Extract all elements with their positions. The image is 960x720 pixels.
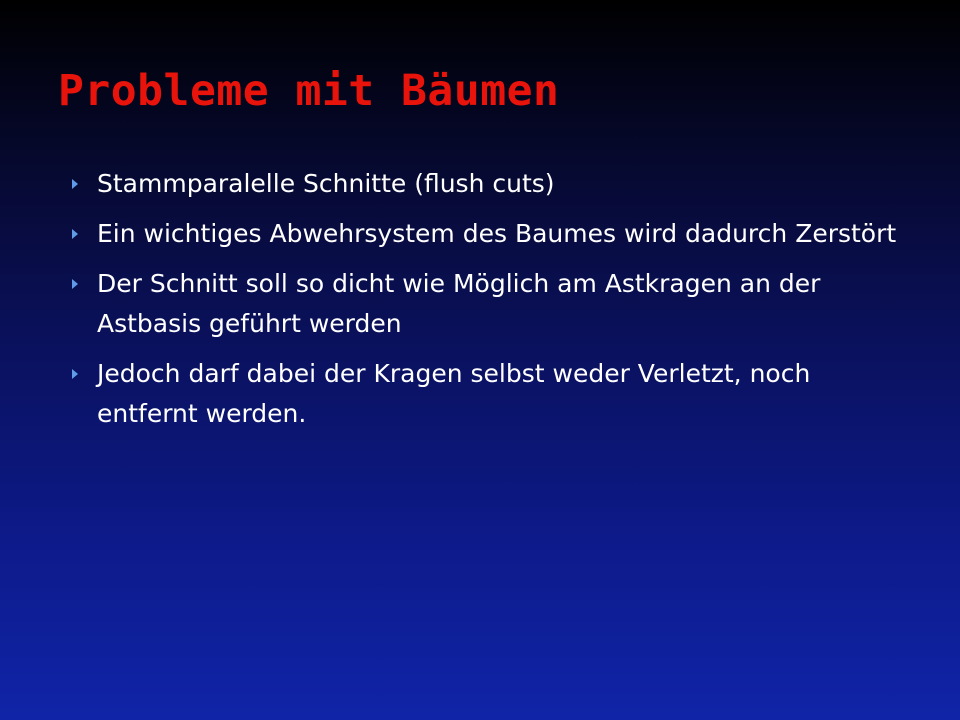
bullet-text: Ein wichtiges Abwehrsystem des Baumes wird dadurch Zerstört xyxy=(97,219,897,248)
bullet-item xyxy=(72,354,912,434)
bullet-list xyxy=(72,164,912,444)
bullet-item xyxy=(72,214,912,254)
bullet-text: Jedoch darf dabei der Kragen selbst weder Verletzt, noch entfernt werden. xyxy=(97,359,811,428)
triangle-right-icon xyxy=(72,369,78,379)
bullet-text: Stammparalelle Schnitte (flush cuts) xyxy=(97,169,555,198)
bullet-item xyxy=(72,164,912,204)
slide-title: Probleme mit Bäumen xyxy=(58,66,560,116)
triangle-right-icon xyxy=(72,279,78,289)
triangle-right-icon xyxy=(72,229,78,239)
bullet-text: Der Schnitt soll so dicht wie Möglich am Astkragen an der Astbasis geführt werden xyxy=(97,269,821,338)
triangle-right-icon xyxy=(72,179,78,189)
bullet-item xyxy=(72,264,912,344)
